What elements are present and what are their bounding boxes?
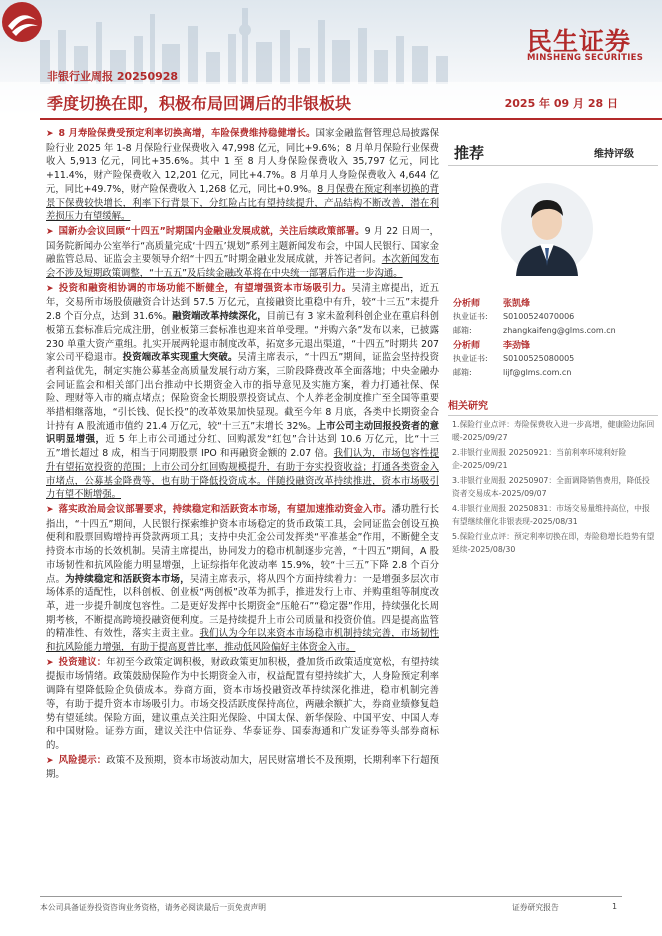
minsheng-logo-icon (0, 0, 44, 44)
related-research-title: 相关研究 (448, 397, 658, 416)
rating-label: 推荐 (454, 144, 485, 162)
paragraph-text: 融资端改革持续深化， (172, 311, 267, 323)
rating-value: 维持评级 (594, 149, 634, 160)
header-banner (0, 0, 662, 118)
paragraph-text: 9 月 22 日周一，国务院新闻办公室举行“高质量完成‘十四五’规划”系列主题新闻发布会，中国人民银行、国家金融监管总局、证监会主要领导介绍“十四五”时期金融业发展成就，并答记者问。 (46, 225, 439, 266)
paragraph-text: 吴清主席提出，近五年，交易所市场股债融资合计达到 57.5 万亿元，直接融资比重稳中有升，较“十三五”末提升 2.8 个百分点，达到 31.6%。 (46, 282, 439, 323)
footer-divider (40, 896, 622, 897)
paragraph-text: 为持续稳定和活跃资本市场， (65, 573, 190, 585)
report-date: 2025 年 09 月 28 日 (504, 97, 618, 110)
bullet-arrow-icon: ➤ (46, 657, 54, 668)
rating-box (448, 127, 658, 166)
paragraph-text: 潘功胜行长指出，“十四五”期间，人民银行探索维护资本市场稳定的货币政策工具，会同证监会创设互换便利和股票回购增持再贷款两项工具；支持中央汇金公司发挥类“平准基金”作用，不断健全支持资本市场的长效机制。吴清主席提出，协同发力的稳市机制逐步完善，“十四五”期间，A 股市场韧性和抗风险能力明显增强，上证综指年化波动率 15.9%，较“十三五”下降 2.8 个百分点。 (46, 503, 439, 585)
paragraph-heading: 落实政治局会议部署要求，持续稳定和活跃资本市场，有望加速推动资金入市。 (58, 503, 392, 515)
analyst-photo (500, 182, 594, 276)
bullet-arrow-icon: ➤ (46, 129, 54, 139)
analyst-1-role: 分析师 张凯烽 (453, 299, 531, 309)
analyst-1-name: 张凯烽 (503, 299, 531, 309)
analyst-2-email: 邮箱: lijf@glms.com.cn (453, 368, 572, 377)
bullet-arrow-icon: ➤ (46, 283, 54, 294)
bullet-arrow-icon: ➤ (46, 226, 54, 237)
paragraph-text: 我们认为今年以来资本市场稳市机制持续完善，市场韧性和抗风险能力增强，有助于提高夏普比率，推动低风险偏好主体资金入市。 (46, 628, 439, 654)
main-content (46, 127, 439, 783)
paragraph-text: 我们认为，市场包容性提升有望拓宽投资的范围；上市公司分红回购规模提升，有助于夯实投资收益；打通各类资金入市堵点，公募基金降费等，也有助于降低投资成本。伴随投融资改革持续推进，资本市场吸引力有望不断增强。 (46, 448, 439, 501)
bullet-arrow-icon: ➤ (46, 755, 54, 766)
related-item[interactable]: 4.非银行业周报 20250831：市场交易量维持高位，中报有望继续催化非银表现-2025/08/31 (452, 504, 650, 526)
paragraph-text: 政策不及预期，资本市场波动加大，居民财富增长不及预期，长期利率下行超预期。 (46, 754, 439, 781)
page-number: 1 (612, 902, 618, 911)
analyst-2-name: 李劲锋 (503, 341, 531, 351)
paragraph-text: 上市公司主动回报投资者的意识明显增强， (46, 420, 439, 446)
report-title: 季度切换在即，积极布局回调后的非银板块 (47, 94, 352, 113)
footer-disclaimer: 本公司具备证券投资咨询业务资格，请务必阅读最后一页免责声明 (40, 903, 267, 912)
paragraph-text: 国家金融监督管理总局披露保险行业 2025 年 1-8 月保险行业保费收入 47,998 亿元，同比+9.6%；8 月单月保险行业保费收入 5,913 亿元，同比+35.6%。其中 1 至 8 月人身保险保费收入 35,797 亿元，同比+11.4%，财产险保费收入 12,201 亿元，同比+4.7%。8 月单月人身险保费收入 4,644 亿元，同比+49.7%，财产险保费收入 1,268 亿元，同比+0.9%。 (46, 128, 439, 195)
body-paragraph (46, 656, 439, 753)
paragraph-text: 8 月保费在预定利率切换的背景下保费较快增长，利率下行背景下，分红险占比有望持续提升，产品结构不断改善，潜在利差损压力有望缓解。 (46, 183, 439, 223)
body-paragraph (46, 225, 439, 281)
body-paragraph (46, 503, 439, 655)
paragraph-text: 年初至今政策定调积极，财政政策更加积极，叠加货币政策适度宽松，有望持续提振市场情绪。政策鼓励保险作为中长期资金入市，权益配置有望持续扩大，人身险预定利率调降有望降低险企负债成本。券商方面，资本市场投融资改革持续深化推进，稳市机制完善等，有助于提升资本市场吸引力。市场交投活跃度保持高位，两融余额扩大，券商业绩修复趋势有望延续。保险方面，建议重点关注阳光保险、中国太保、新华保险、中国平安、中国人寿和中国财险。证券方面，建议关注中信证券、华泰证券、国泰海通和广发证券等头部券商标的。 (46, 656, 439, 751)
sidebar (448, 127, 658, 166)
related-research-list (452, 418, 656, 558)
body-paragraph (46, 282, 439, 502)
analyst-2-cert: 执业证书: S0100525080005 (453, 354, 575, 363)
paragraph-text: 目前已有 3 家未盈利科创企业在重启科创板第五套标准后完成注册，创业板第三套标准也迎来首单受理。“并购六条”发布以来，已披露 230 单重大资产重组。扎实开展两轮退市制度改革，拓宽多元退出渠道，“十四五”时期共 207 家公司平稳退市。 (46, 311, 439, 364)
analyst-1-email: 邮箱: zhangkaifeng@glms.com.cn (453, 326, 616, 335)
paragraph-text: 近 5 年上市公司通过分红、回购派发“红包”合计达到 10.6 万亿元，比“十三五”增长超过 8 成，相当于同期股票 IPO 和再融资金额的 2.07 倍。 (46, 434, 439, 460)
related-item[interactable]: 3.非银行业周报 20250907：全面调降销售费用，降低投资者交易成本-2025/09/07 (452, 476, 650, 498)
paragraph-heading: 投资建议： (58, 656, 107, 668)
paragraph-heading: 国新办会议回顾“十四五”时期国内金融业发展成就，关注后续政策部署。 (58, 225, 365, 237)
paragraph-heading: 风险提示： (58, 754, 107, 766)
report-id: 非银行业周报 20250928 (47, 70, 179, 83)
body-paragraph (46, 127, 439, 224)
related-item[interactable]: 5.保险行业点评：预定利率切换在即，寿险稳增长趋势有望延续-2025/08/30 (452, 532, 655, 554)
analyst-2-role: 分析师 李劲锋 (453, 341, 531, 351)
paragraph-text: 本次新闻发布会不涉及短期政策调整，“十五五”及后续金融改革将在中央统一部署后作进一步沟通。 (46, 254, 439, 280)
paragraph-heading: 8 月寿险保费受预定利率切换高增，车险保费维持稳健增长。 (58, 128, 316, 139)
paragraph-text: 吴清主席表示，将从四个方面持续着力：一是增强多层次市场体系的适配性，以科创板、创业板“两创板”改革为抓手，推进发行上市、并购重组等制度改革，进一步提升制度包容性。二是更好发挥中长期资金“压舱石”“稳定器”作用，持续强化长周期考核，不断提高跨境投融资便利度。三是持续提升上市公司质量和投资价值。四是提高监管的精准性、有效性，落实主责主业。 (46, 573, 439, 640)
brand-name-en: MINSHENG SECURITIES (527, 53, 644, 63)
brand-name-cn: 民生证券 (527, 27, 632, 56)
paragraph-heading: 投资和融资相协调的市场功能不断健全，有望增强资本市场吸引力。 (58, 282, 352, 294)
related-item[interactable]: 2.非银行业周报 20250921：当前利率环境利好险企-2025/09/21 (452, 448, 627, 470)
bullet-arrow-icon: ➤ (46, 504, 54, 515)
analyst-1-cert: 执业证书: S0100524070006 (453, 312, 575, 321)
related-item[interactable]: 1.保险行业点评：寿险保费收入进一步高增，健康险边际回暖-2025/09/27 (452, 420, 655, 442)
body-paragraph (46, 754, 439, 782)
paragraph-text: 吴清主席表示，“十四五”期间，证监会坚持投资者利益优先，制定实施公募基金高质量发展行动方案，三阶段降费改革全面落地；中央金融办会同证监会和相关部门出台推动中长期资金入市的指导意见及实施方案，着力打通社保、保险、理财等入市的痛点堵点；保险资金长期股票投资试点、个人养老金制度推广至全国等重要举措相继落地，“引长钱、促长投”的改革效果加快显现。截至今年 8 月底，各类中长期资金合计持有 A 股流通市值约 21.4 万亿元，较“十三五”末增长 32%。 (46, 352, 439, 432)
paragraph-text: 投资端改革实现重大突破。 (122, 352, 238, 364)
footer-report-type: 证券研究报告 (512, 903, 559, 912)
header-divider (40, 118, 662, 120)
